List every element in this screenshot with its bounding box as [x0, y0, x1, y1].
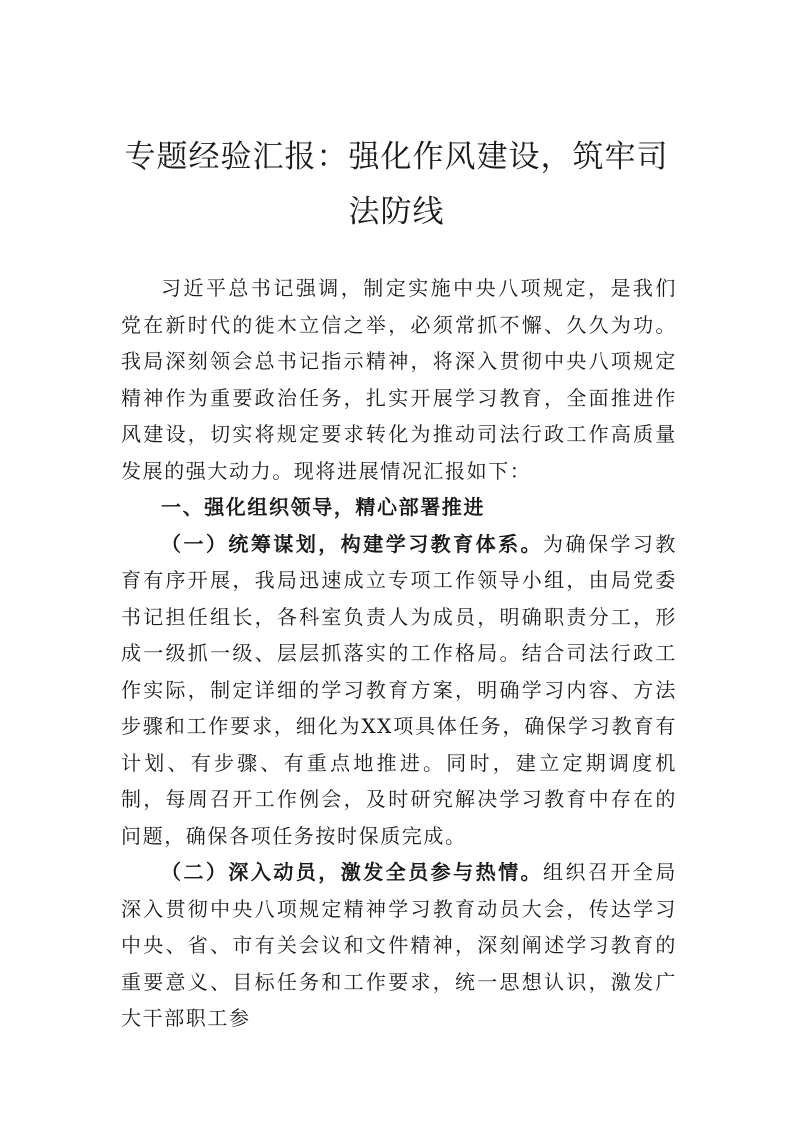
section-heading: 一、强化组织领导，精心部署推进 — [161, 495, 485, 519]
item-paragraph-1 — [121, 526, 677, 855]
intro-paragraph: 习近平总书记强调，制定实施中央八项规定，是我们党在新时代的徙木立信之举，必须常抓不懈、久久为功。我局深刻领会总书记指示精神，将深入贯彻中央八项规定精神作为重要政治任务，扎实开展学习教育，全面推进作风建设，切实将规定要求转化为推动司法行政工作高质量发展的强大动力。现将进展情况汇报如下： — [121, 276, 677, 483]
item-text-1: 为确保学习教育有序开展，我局迅速成立专项工作领导小组，由局党委书记担任组长，各科室负责人为成员，明确职责分工，形成一级抓一级、层层抓落实的工作格局。结合司法行政工作实际，制定详细的学习教育方案，明确学习内容、方法步骤和工作要求，细化为XX项具体任务，确保学习教育有计划、有步骤、有重点地推进。同时，建立定期调度机制，每周召开工作例会，及时研究解决学习教育中存在的问题，确保各项任务按时保质完成。 — [121, 531, 677, 848]
document-body — [121, 270, 677, 1037]
item-lead-1: （一）统筹谋划，构建学习教育体系。 — [161, 531, 544, 556]
item-text-2: 组织召开全局深入贯彻中央八项规定精神学习教育动员大会，传达学习中央、省、市有关会议和文件精神，深刻阐述学习教育的重要意义、目标任务和工作要求，统一思想认识，激发广大干部职工参 — [121, 860, 677, 1030]
item-paragraph-2 — [121, 854, 677, 1037]
document-title: 专题经验汇报：强化作风建设，筑牢司法防线 — [124, 139, 669, 230]
item-lead-2: （二）深入动员，激发全员参与热情。 — [161, 860, 544, 884]
